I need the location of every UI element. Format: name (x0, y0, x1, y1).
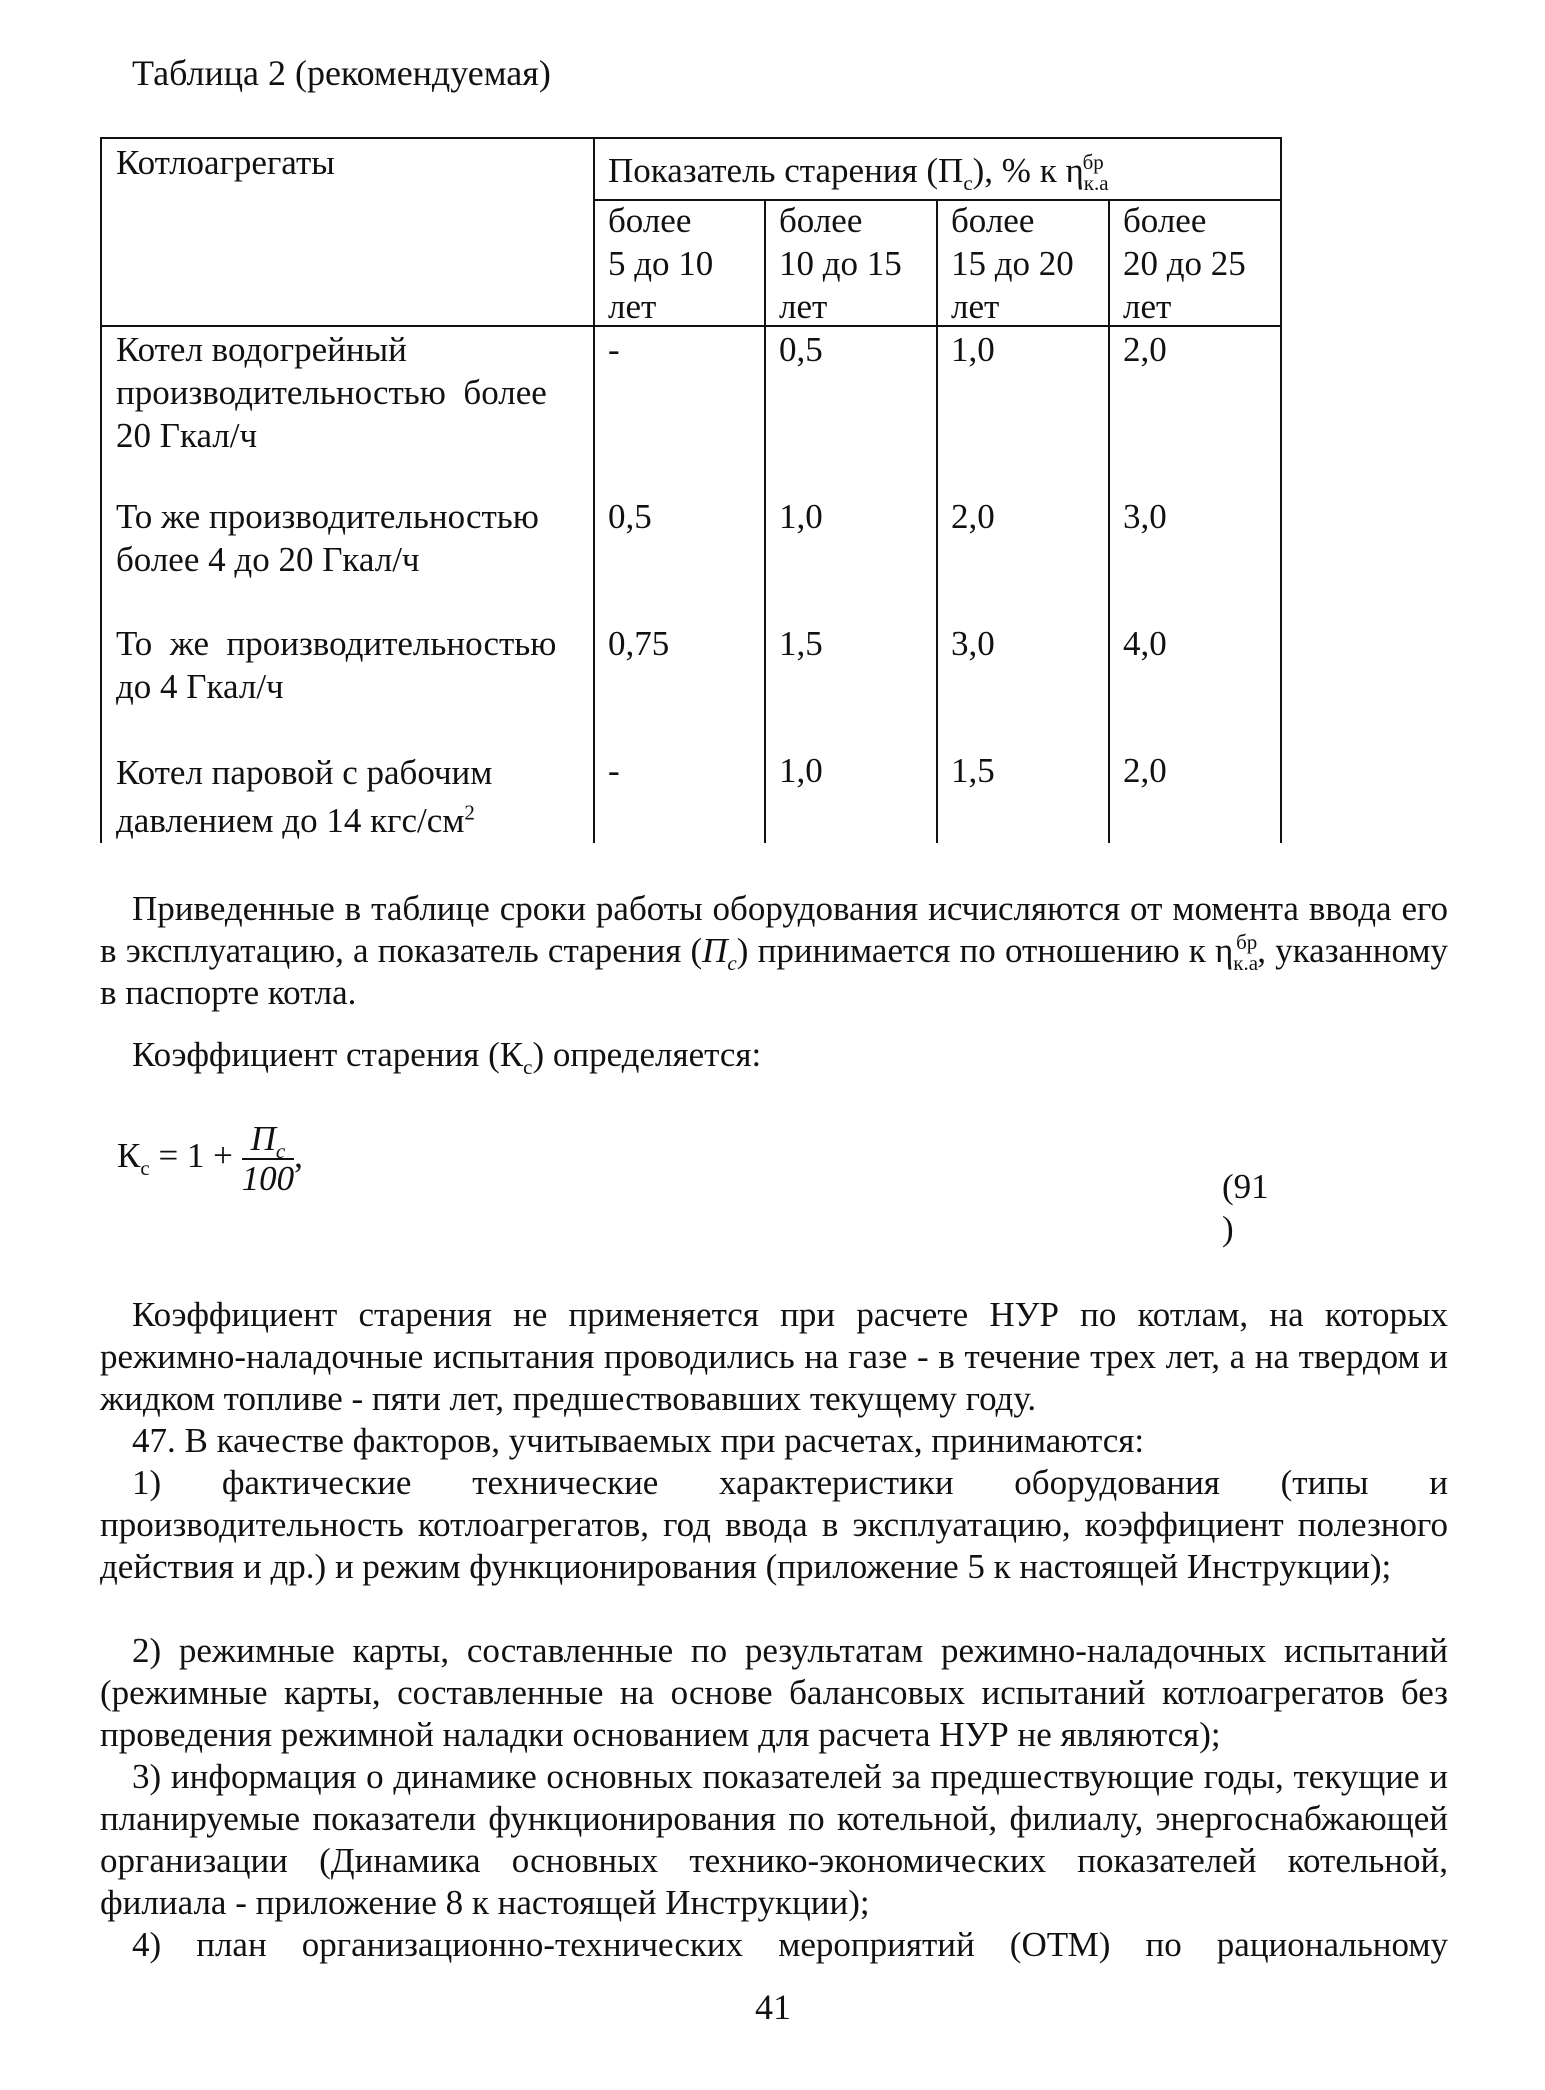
table-cell: 1,0 (779, 497, 823, 536)
paragraph-coefficient-intro: Коэффициент старения $(К_с)$ определяется: (132, 1035, 762, 1079)
table-rule-col3 (936, 199, 938, 843)
formula-fraction: $\frac{П_с}{100}$ (241, 1119, 295, 1198)
formula-aging-coefficient: $К_с = 1$ + $\frac{П_с}{100}$ , (117, 1119, 303, 1198)
aging-table (100, 137, 1282, 843)
table-cell: 1,5 (779, 624, 823, 663)
table-row-label: Котел паровой с рабочим давлением до 14 кгс/$см^2$ (116, 753, 493, 840)
table-cell: 0,5 (779, 330, 823, 369)
period-header: более 10 до 15 лет (779, 201, 902, 326)
table-cell: 2,0 (951, 497, 995, 536)
table-border-left (100, 137, 102, 843)
table-cell: 2,0 (1123, 330, 1167, 369)
table-row-label: То же производительностью более 4 до 20 Гкал/ч (116, 497, 539, 579)
table-cell: 0,5 (608, 497, 652, 536)
table-cell: 4,0 (1123, 624, 1167, 663)
table-cell: - (608, 330, 620, 369)
list-item-3: 3) информация о динамике основных показателей за предшествующие годы, текущие и планируемые показатели функционирования по котельной, филиалу, энергоснабжающей организации (Динамика основных технико-экономических показателей котельной, филиала - приложение 8 к настоящей Инструкции); (100, 1757, 1448, 1922)
table-rule-col2 (764, 199, 766, 843)
list-item-1: 1) фактические технические характеристики оборудования (типы и производительность котлоагрегатов, год ввода в эксплуатацию, коэффициент полезного действия и др.) и режим функционирования (приложение 5 к настоящей Инструкции); (100, 1463, 1448, 1586)
table-row-label: То же производительностью до 4 Гкал/ч (116, 624, 557, 706)
table-cell: 1,0 (951, 330, 995, 369)
table-cell: 0,75 (608, 624, 670, 663)
table-rule-col1 (593, 137, 595, 843)
paragraph-exception: Коэффициент старения не применяется при расчете НУР по котлам, на которых режимно-наладочные испытания проводились на газе - в течение трех лет, а на твердом и жидком топливе - пяти лет, предшествовавших текущему году. (100, 1295, 1448, 1418)
column-header-aging: Показатель старения $(П_с)$, % к $\eta_{к.а}^{бр}$ (608, 150, 1109, 195)
table-cell: 2,0 (1123, 751, 1167, 790)
table-cell: 3,0 (1123, 497, 1167, 536)
period-header: более 20 до 25 лет (1123, 201, 1246, 326)
table-cell: 1,5 (951, 751, 995, 790)
table-cell: - (608, 751, 620, 790)
table-rule-col4 (1108, 199, 1110, 843)
table-cell: 1,0 (779, 751, 823, 790)
paragraph-item-47: 47. В качестве факторов, учитываемых при расчетах, принимаются: (132, 1421, 1145, 1460)
table-border-top (100, 137, 1282, 139)
table-border-right (1280, 137, 1282, 843)
formula-number: (91 ) (1222, 1167, 1269, 1248)
table-caption: Таблица 2 (рекомендуемая) (132, 53, 551, 93)
list-item-2: 2) режимные карты, составленные по результатам режимно-наладочных испытаний (режимные карты, составленные на основе балансовых испытаний котлоагрегатов без проведения режимной наладки основанием для расчета НУР не являются); (100, 1631, 1448, 1754)
table-row-label: Котел водогрейный производительностью более 20 Гкал/ч (116, 330, 547, 455)
column-header-boilers: Котлоагрегаты (116, 143, 335, 182)
page-number: 41 (755, 1987, 791, 2027)
table-cell: 3,0 (951, 624, 995, 663)
paragraph-service-life: Приведенные в таблице сроки работы оборудования исчисляются от момента ввода его в эксплуатацию, а показатель старения $(П_с)$ принимается по отношению к $\eta_{к.а}^{бр}$, указанному в паспорте котла. (100, 889, 1448, 1012)
list-item-4: 4) план организационно-технических мероприятий (ОТМ) по рациональному (132, 1925, 1448, 1964)
period-header: более 5 до 10 лет (608, 201, 714, 326)
period-header: более 15 до 20 лет (951, 201, 1074, 326)
